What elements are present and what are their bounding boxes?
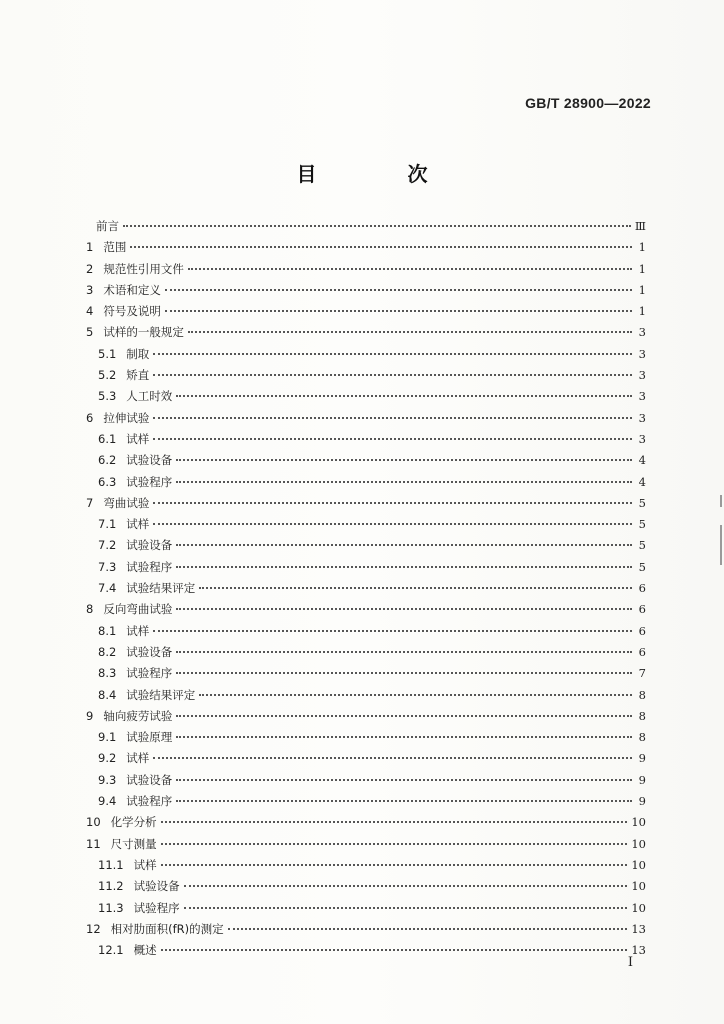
toc-entry-page: 5 [638,517,646,532]
toc-entry-label: 弯曲试验 [103,495,150,510]
toc-entry[interactable] [86,793,646,814]
toc-entry-page: 5 [638,495,646,510]
toc-entry-number: 8.3 [98,666,117,681]
toc-entry[interactable] [86,580,646,601]
toc-dot-leader [153,353,632,355]
toc-entry-page: 8 [638,730,646,745]
toc-entry-label: 试验结果评定 [126,581,196,596]
toc-entry-label: 制取 [126,346,150,361]
toc-entry-number: 11.3 [98,900,124,915]
toc-dot-leader [153,523,632,525]
toc-entry[interactable] [86,218,646,239]
toc-entry-page: 6 [638,581,646,596]
toc-dot-leader [228,928,628,930]
toc-dot-leader [184,907,628,909]
toc-entry-label: 矫直 [126,368,150,383]
toc-entry-label: 概述 [133,943,157,958]
toc-entry[interactable] [86,261,646,282]
toc-entry-number: 8.1 [98,623,117,638]
toc-entry-number: 9.3 [98,772,117,787]
toc-dot-leader [176,395,632,397]
toc-dot-leader [161,864,628,866]
toc-entry-page: 8 [638,708,646,723]
toc-entry[interactable] [86,282,646,303]
toc-entry[interactable] [86,708,646,729]
toc-entry-label: 试样 [126,517,150,532]
toc-entry[interactable] [86,687,646,708]
toc-entry-page: 7 [638,666,646,681]
toc-dot-leader [176,544,632,546]
toc-dot-leader [153,374,632,376]
toc-entry-label: 试验设备 [126,772,173,787]
page-number: I [627,955,633,970]
toc-entry[interactable] [86,665,646,686]
toc-entry-number: 7.3 [98,559,117,574]
toc-entry-page: 10 [631,857,646,872]
toc-entry-label: 试验设备 [126,453,173,468]
toc-entry[interactable] [86,836,646,857]
toc-entry-number: 8 [86,602,94,617]
toc-entry[interactable] [86,431,646,452]
toc-entry-number: 9 [86,708,94,723]
toc-entry-page: 1 [638,304,646,319]
toc-entry[interactable] [86,410,646,431]
toc-entry-label: 试样 [133,857,157,872]
scan-edge-mark [720,525,722,565]
toc-dot-leader [176,715,632,717]
toc-entry-number: 7 [86,495,94,510]
toc-dot-leader [188,268,632,270]
toc-entry-page: 1 [638,261,646,276]
toc-entry-number: 7.1 [98,517,117,532]
toc-entry-page: 1 [638,282,646,297]
toc-entry-label: 术语和定义 [103,282,161,297]
toc-entry[interactable] [86,474,646,495]
toc-entry-number: 12 [86,921,101,936]
toc-entry-label: 试样 [126,431,150,446]
toc-entry-number: 5.2 [98,368,117,383]
toc-entry-number: 9.2 [98,751,117,766]
toc-dot-leader [199,587,632,589]
toc-entry-number: 11 [86,836,101,851]
toc-entry-label: 试验程序 [126,474,173,489]
toc-entry[interactable] [86,942,646,963]
toc-entry-label: 试验程序 [133,900,180,915]
toc-entry[interactable] [86,495,646,516]
toc-entry-page: 9 [638,772,646,787]
toc-entry-number: 6.3 [98,474,117,489]
toc-dot-leader [176,459,632,461]
toc-entry-number: 12.1 [98,943,124,958]
toc-entry-label: 试验程序 [126,794,173,809]
toc-dot-leader [161,843,628,845]
toc-entry[interactable] [86,559,646,580]
toc-entry-label: 试验程序 [126,559,173,574]
toc-entry[interactable] [86,516,646,537]
toc-dot-leader [176,672,632,674]
toc-entry-number: 6.1 [98,431,117,446]
toc-dot-leader [153,757,632,759]
toc-entry-page: 3 [638,325,646,340]
toc-entry-page: 10 [631,879,646,894]
toc-entry[interactable] [86,346,646,367]
toc-entry-label: 试验设备 [126,644,173,659]
toc-entry[interactable] [86,814,646,835]
toc-dot-leader [176,800,632,802]
toc-dot-leader [188,331,632,333]
toc-dot-leader [176,608,632,610]
toc-dot-leader [130,246,632,248]
toc-entry-label: 人工时效 [126,389,173,404]
toc-entry[interactable] [86,900,646,921]
toc-entry-page: 3 [638,368,646,383]
toc-entry[interactable] [86,601,646,622]
toc-entry[interactable] [86,324,646,345]
toc-dot-leader [153,417,632,419]
table-of-contents [86,218,646,963]
toc-dot-leader [161,949,628,951]
toc-dot-leader [176,736,632,738]
toc-entry-number: 2 [86,261,94,276]
toc-entry[interactable] [86,303,646,324]
toc-entry-label: 试样的一般规定 [103,325,184,340]
toc-dot-leader [199,694,632,696]
toc-entry-label: 试验结果评定 [126,687,196,702]
toc-entry-page: 10 [631,900,646,915]
toc-entry-label: 试验设备 [133,879,180,894]
toc-entry-number: 6.2 [98,453,117,468]
toc-entry-number: 10 [86,815,101,830]
toc-entry-label: 规范性引用文件 [103,261,184,276]
toc-dot-leader [176,481,632,483]
toc-entry-label: 尺寸测量 [110,836,157,851]
toc-entry-number: 7.2 [98,538,117,553]
toc-entry-label: 符号及说明 [103,304,161,319]
toc-entry-page: 9 [638,794,646,809]
toc-entry[interactable] [86,644,646,665]
toc-entry-label: 前言 [96,219,119,233]
toc-entry-number: 11.1 [98,857,124,872]
toc-entry-page: Ⅲ [634,219,646,233]
toc-entry-number: 5 [86,325,94,340]
toc-entry-page: 6 [638,602,646,617]
toc-entry-page: 6 [638,623,646,638]
toc-entry-page: 5 [638,559,646,574]
standard-code: GB/T 28900—2022 [525,95,651,111]
toc-dot-leader [153,438,632,440]
page-title: 目 次 [296,162,470,186]
toc-entry[interactable] [86,239,646,260]
toc-entry[interactable] [86,750,646,771]
toc-dot-leader [176,779,632,781]
toc-entry-number: 5.1 [98,346,117,361]
toc-entry-number: 1 [86,240,94,255]
toc-entry[interactable] [86,367,646,388]
toc-entry[interactable] [86,772,646,793]
toc-entry[interactable] [86,537,646,558]
toc-entry[interactable] [86,857,646,878]
toc-dot-leader [153,630,632,632]
toc-entry-number: 11.2 [98,879,124,894]
toc-entry-page: 3 [638,346,646,361]
toc-entry-page: 5 [638,538,646,553]
toc-entry-page: 13 [631,921,646,936]
toc-entry-page: 13 [631,943,646,958]
toc-entry-page: 4 [638,474,646,489]
toc-entry-label: 试验原理 [126,730,173,745]
toc-dot-leader [184,885,628,887]
toc-dot-leader [161,821,628,823]
scan-edge-mark [720,495,722,507]
toc-entry[interactable] [86,388,646,409]
toc-entry-number: 9.4 [98,794,117,809]
toc-entry-number: 6 [86,410,94,425]
toc-dot-leader [176,566,632,568]
toc-entry-page: 3 [638,431,646,446]
toc-entry-label: 范围 [103,240,127,255]
toc-dot-leader [165,310,632,312]
toc-entry-label: 试样 [126,751,150,766]
toc-entry-page: 3 [638,389,646,404]
toc-dot-leader [153,502,632,504]
toc-entry[interactable] [86,878,646,899]
toc-entry-label: 相对肋面积(fR)的测定 [110,921,224,936]
toc-entry-page: 3 [638,410,646,425]
toc-entry-number: 8.2 [98,644,117,659]
toc-entry-label: 拉伸试验 [103,410,150,425]
toc-entry-page: 4 [638,453,646,468]
toc-entry-label: 试验设备 [126,538,173,553]
toc-entry-page: 9 [638,751,646,766]
toc-entry-page: 8 [638,687,646,702]
toc-entry[interactable] [86,729,646,750]
toc-entry-number: 4 [86,304,94,319]
toc-entry-number: 7.4 [98,581,117,596]
toc-entry-label: 试验程序 [126,666,173,681]
toc-entry[interactable] [86,921,646,942]
toc-entry[interactable] [86,623,646,644]
toc-entry-label: 化学分析 [110,815,157,830]
toc-entry-label: 反向弯曲试验 [103,602,173,617]
toc-entry-label: 轴向疲劳试验 [103,708,173,723]
toc-dot-leader [123,225,631,227]
toc-entry-number: 5.3 [98,389,117,404]
toc-entry-page: 10 [631,815,646,830]
toc-entry-label: 试样 [126,623,150,638]
toc-entry-page: 1 [638,240,646,255]
toc-dot-leader [176,651,632,653]
toc-entry-number: 9.1 [98,730,117,745]
toc-entry[interactable] [86,452,646,473]
toc-entry-number: 3 [86,282,94,297]
toc-entry-page: 6 [638,644,646,659]
toc-entry-page: 10 [631,836,646,851]
toc-entry-number: 8.4 [98,687,117,702]
toc-dot-leader [165,289,632,291]
